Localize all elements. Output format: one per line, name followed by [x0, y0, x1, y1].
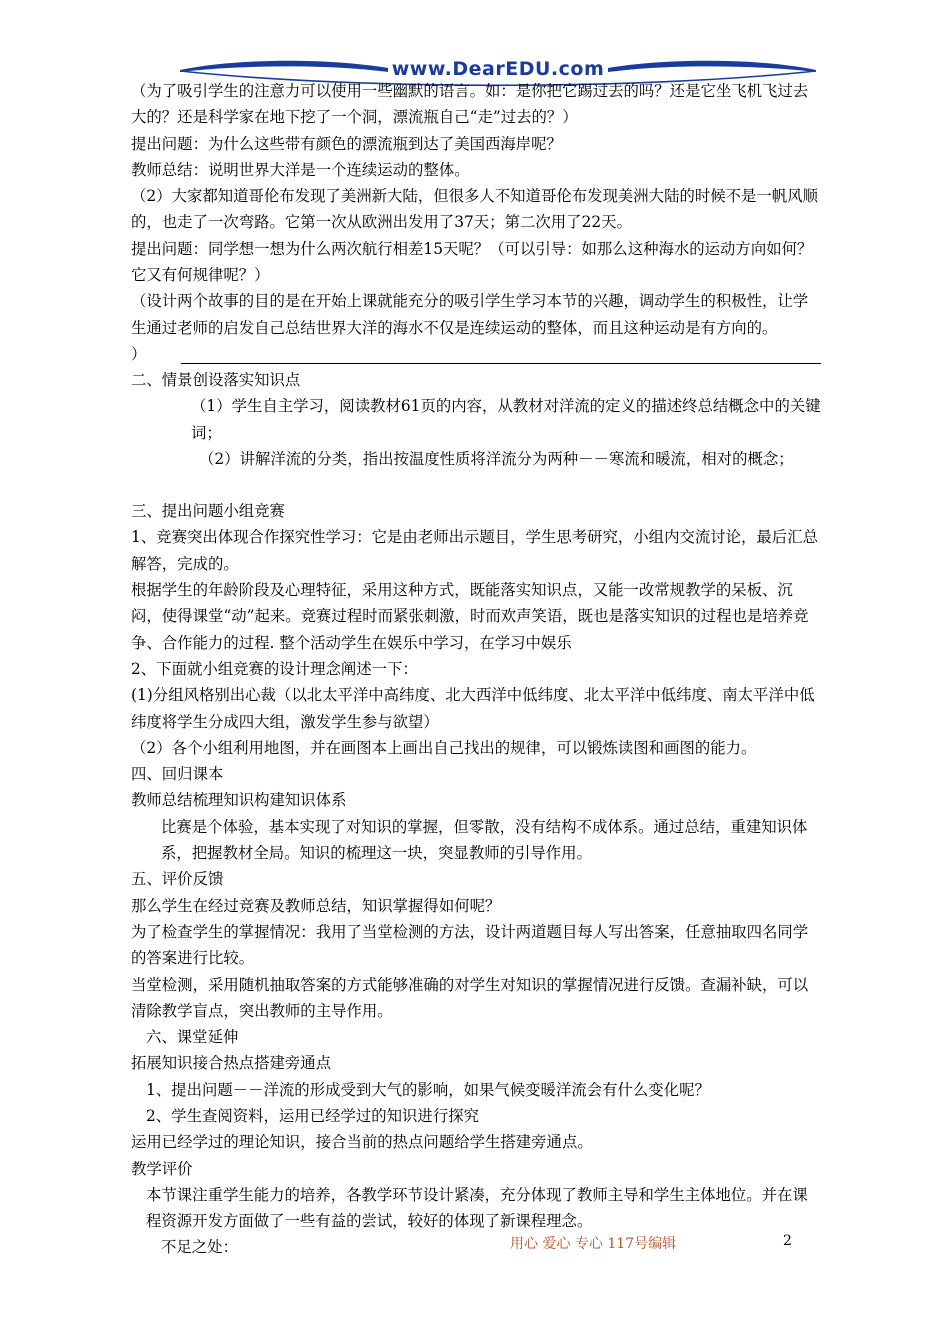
- page-number: 2: [783, 1233, 792, 1249]
- paragraph: 2、下面就小组竞赛的设计理念阐述一下：: [131, 659, 418, 678]
- paragraph: （2）各个小组利用地图，并在画图本上画出自己找出的规律，可以锻炼读图和画图的能力。: [131, 738, 757, 757]
- paragraph: ）: [131, 344, 147, 363]
- site-logo: www.DearEDU.com: [391, 58, 605, 80]
- paragraph: 2、学生查阅资料，运用已经学过的知识进行探究: [146, 1106, 479, 1125]
- paragraph: 提出问题：为什么这些带有颜色的漂流瓶到达了美国西海岸呢？: [131, 134, 562, 153]
- paragraph: 教师总结：说明世界大洋是一个连续运动的整体。: [131, 160, 470, 179]
- paragraph: 本节课注重学生能力的培养，各教学环节设计紧凑，充分体现了教师主导和学生主体地位。并在课程资源开发方面做了一些有益的尝试，较好的体现了新课程理念。: [146, 1185, 808, 1231]
- paragraph: (1)分组风格别出心裁（以北太平洋中高纬度、北大西洋中低纬度、北太平洋中低纬度、南太平洋中低纬度将学生分成四大组，激发学生参与欲望）: [131, 686, 815, 731]
- paragraph: 不足之处：: [161, 1238, 238, 1257]
- document-body: [131, 78, 821, 1261]
- section-heading: 三、提出问题小组竞赛: [131, 502, 285, 521]
- section-heading: 六、课堂延伸: [146, 1028, 239, 1047]
- paragraph: 拓展知识接合热点搭建旁通点: [131, 1054, 332, 1073]
- paragraph: 比赛是个体验，基本实现了对知识的掌握，但零散，没有结构不成体系。通过总结，重建知识体系，把握教材全局。知识的梳理这一块，突显教师的引导作用。: [161, 817, 808, 863]
- paragraph: 教师总结梳理知识构建知识体系: [131, 791, 347, 810]
- paragraph: （2）大家都知道哥伦布发现了美洲新大陆，但很多人不知道哥伦布发现美洲大陆的时候不是一帆风顺的，也走了一次弯路。它第一次从欧洲出发用了37天；第二次用了22天。: [131, 187, 818, 232]
- paragraph: 1、提出问题－－洋流的形成受到大气的影响，如果气候变暖洋流会有什么变化呢？: [146, 1080, 710, 1099]
- paragraph: 为了检查学生的掌握情况：我用了当堂检测的方法，设计两道题目每人写出答案，任意抽取四名同学的答案进行比较。: [131, 922, 809, 968]
- section-heading: 四、回归课本: [131, 765, 224, 784]
- paragraph: （1）学生自主学习，阅读教材61页的内容，从教材对洋流的定义的描述终总结概念中的关键词；: [191, 397, 821, 442]
- spacer: [131, 472, 821, 498]
- section-heading: 二、情景创设落实知识点: [131, 370, 301, 389]
- section-heading: 教学评价: [131, 1159, 193, 1178]
- paragraph: 1、竞赛突出体现合作探究性学习：它是由老师出示题目，学生思考研究，小组内交流讨论，最后汇总解答，完成的。: [131, 528, 818, 573]
- paragraph: 当堂检测，采用随机抽取答案的方式能够准确的对学生对知识的掌握情况进行反馈。查漏补缺，可以清除教学盲点，突出教师的主导作用。: [131, 975, 809, 1020]
- paragraph: （为了吸引学生的注意力可以使用一些幽默的语言。如：是你把它踢过去的吗？还是它坐飞机飞过去大的？还是科学家在地下挖了一个洞，漂流瓶自己“走”过去的？）: [131, 82, 809, 127]
- paragraph: （设计两个故事的目的是在开始上课就能充分的吸引学生学习本节的兴趣，调动学生的积极性，让学生通过老师的启发自己总结世界大洋的海水不仅是连续运动的整体，而且这种运动是有方向的。: [131, 292, 809, 337]
- paragraph: 运用已经学过的理论知识，接合当前的热点问题给学生搭建旁通点。: [131, 1133, 593, 1152]
- paragraph: 提出问题：同学想一想为什么两次航行相差15天呢？（可以引导：如那么这种海水的运动方向如何？它又有何规律呢？）: [131, 239, 813, 285]
- paragraph: 那么学生在经过竞赛及教师总结，知识掌握得如何呢？: [131, 896, 501, 915]
- paragraph: （2）讲解洋流的分类，指出按温度性质将洋流分为两种－－寒流和暖流，相对的概念；: [199, 449, 794, 468]
- horizontal-divider: [181, 363, 821, 364]
- paragraph: 根据学生的年龄阶段及心理特征，采用这种方式，既能落实知识点，又能一改常规教学的呆板、沉闷，使得课堂“动”起来。竞赛过程时而紧张刺激，时而欢声笑语，既也是落实知识的过程也是培养竞争、合作能力的过程. 整个活动学生在娱乐中学习，在学习中娱乐: [131, 581, 809, 652]
- closing-bracket-row: [131, 341, 821, 367]
- section-heading: 五、评价反馈: [131, 870, 224, 889]
- footer-text: 用心 爱心 专心 117号编辑: [510, 1236, 677, 1252]
